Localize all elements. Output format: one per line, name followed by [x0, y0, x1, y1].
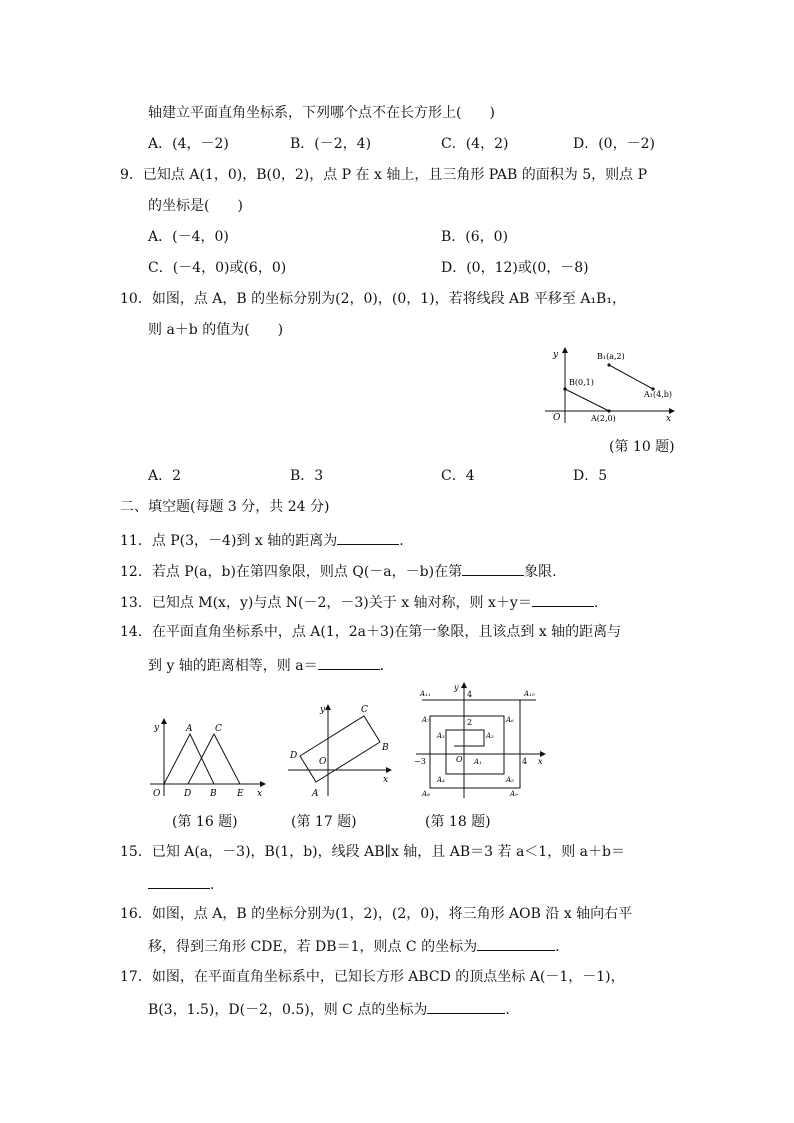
section-heading: 二、填空题(每题 3 分，共 24 分): [120, 499, 330, 515]
q17-stem-line2: [148, 999, 510, 1019]
q10-stem-line2: 则 a＋b 的值为( ): [148, 322, 284, 338]
q15-blank[interactable]: [148, 874, 210, 889]
q8-option-a: A．(4，－2): [148, 136, 229, 152]
fig18-label-a2: A₂: [486, 732, 494, 740]
fig18-tick-neg3: −3: [414, 757, 426, 766]
q12-text-post: 象限.: [524, 564, 557, 580]
fig10-y-arrow: [562, 347, 568, 353]
q8-continuation: 轴建立平面直角坐标系，下列哪个点不在长方形上( ): [148, 105, 495, 121]
q8-option-c: C．(4，2): [441, 136, 509, 152]
fig17-label-b: B: [382, 743, 389, 753]
q13-text: 13．已知点 M(x，y)与点 N(－2，－3)关于 x 轴对称，则 x＋y＝: [120, 595, 532, 611]
q15-stem-line2: [148, 874, 214, 894]
fig16-origin-label: O: [153, 789, 161, 799]
q12-blank[interactable]: [462, 561, 524, 576]
q14-blank[interactable]: [318, 655, 380, 670]
q16-blank[interactable]: [477, 936, 555, 951]
fig16-label-b: B: [210, 789, 217, 799]
q10-option-c: C．4: [441, 468, 475, 484]
fig18-x-label: x: [538, 757, 543, 766]
fig16-label-c: C: [215, 724, 222, 734]
fig18-tick-2: 2: [467, 718, 473, 727]
label-b1: B₁(a,2): [597, 352, 625, 361]
q14-stem-line1: 14．在平面直角坐标系中，点 A(1，2a＋3)在第一象限，且该点到 x 轴的距离与: [120, 624, 622, 640]
fig18-label-a1: A₁: [474, 758, 482, 766]
fig16-caption: (第 16 题): [172, 814, 238, 830]
q9-stem-line2: 的坐标是( ): [148, 198, 243, 214]
q16-stem-line2: [148, 936, 560, 956]
fig18-y-arrow: [461, 682, 467, 688]
fig10-y-label: y: [553, 350, 559, 360]
fig17-x-arrow: [386, 767, 392, 773]
q14-period: .: [379, 658, 385, 674]
q12: [120, 561, 557, 581]
fig17-y-arrow: [325, 704, 331, 710]
fig17-origin-label: O: [319, 757, 327, 767]
fig16-label-a: A: [186, 724, 193, 734]
fig17-x-label: x: [383, 775, 389, 785]
fig17-y-label: y: [320, 705, 326, 715]
q16-period: .: [555, 939, 560, 955]
q13-blank[interactable]: [532, 592, 594, 607]
q8-option-b: B．(－2，4): [290, 136, 372, 152]
segment-a1b1: [609, 365, 653, 389]
q14-text: 到 y 轴的距离相等，则 a＝: [148, 658, 318, 674]
fig10-x-label: x: [666, 414, 672, 424]
segment-ab: [565, 389, 609, 411]
fig17-caption: (第 17 题): [291, 814, 357, 830]
rectangle-abcd: [300, 716, 380, 782]
figure-10: [545, 345, 675, 425]
fig16-x-label: x: [257, 789, 263, 799]
q16-stem-line1: 16．如图，点 A，B 的坐标分别为(1，2)，(2，0)，将三角形 AOB 沿 x 轴向右平: [120, 906, 633, 922]
fig17-label-a: A: [312, 789, 319, 799]
fig18-origin-label: O: [456, 755, 463, 764]
q17-text: B(3，1.5)，D(－2，0.5)，则 C 点的坐标为: [148, 1002, 428, 1018]
q12-text-pre: 12．若点 P(a，b)在第四象限，则点 Q(－a，－b)在第: [120, 564, 463, 580]
fig10-caption: (第 10 题): [609, 439, 675, 455]
q10-option-a: A．2: [148, 468, 182, 484]
fig17-label-d: D: [290, 751, 298, 761]
fig18-label-a3: A₃: [437, 732, 445, 740]
fig18-label-a10: A₁₀: [524, 690, 535, 698]
figure-18: [412, 678, 550, 802]
q9-option-c: C．(－4，0)或(6，0): [148, 260, 287, 276]
q17-blank[interactable]: [427, 999, 505, 1014]
fig18-y-label: y: [454, 683, 459, 692]
q17-stem-line1: 17．如图，在平面直角坐标系中，已知长方形 ABCD 的顶点坐标 A(－1，－1)，: [120, 969, 625, 985]
q11-period: .: [399, 533, 404, 549]
point-b1: [607, 363, 610, 366]
q10-stem-line1: 10．如图，点 A，B 的坐标分别为(2，0)，(0，1)，若将线段 AB 平移至 A₁B₁，: [120, 291, 626, 307]
fig18-caption: (第 18 题): [425, 814, 491, 830]
fig16-y-label: y: [154, 723, 160, 733]
q17-period: .: [505, 1002, 510, 1018]
q9-stem-line1: 9．已知点 A(1，0)，B(0，2)，点 P 在 x 轴上，且三角形 PAB 的面积为 5，则点 P: [120, 167, 648, 183]
fig18-label-a7: A₇: [422, 716, 430, 724]
triangle-aob: [164, 734, 214, 784]
point-b: [563, 387, 566, 390]
fig16-label-e: E: [237, 789, 244, 799]
fig18-label-a8: A₈: [422, 790, 430, 798]
q9-option-b: B．(6，0): [441, 229, 509, 245]
fig18-label-a6: A₆: [506, 716, 514, 724]
fig10-origin-label: O: [553, 413, 561, 423]
fig16-label-d: D: [184, 789, 192, 799]
fig16-y-arrow: [161, 718, 167, 724]
q11: [120, 530, 404, 550]
q9-option-d: D．(0，12)或(0，－8): [441, 260, 589, 276]
triangle-cde: [188, 734, 240, 784]
fig18-label-a9: A₉: [510, 790, 518, 798]
q14-stem-line2: [148, 655, 384, 675]
label-a1: A₁(4,b): [644, 390, 672, 399]
label-b: B(0,1): [569, 378, 594, 387]
figure-16: [146, 716, 268, 802]
fig18-label-a4: A₄: [437, 776, 445, 784]
q13-period: .: [593, 595, 599, 611]
fig16-x-arrow: [260, 781, 266, 787]
q16-text: 移，得到三角形 CDE，若 DB＝1，则点 C 的坐标为: [148, 939, 478, 955]
figure-17: [282, 700, 394, 802]
q10-option-b: B．3: [290, 468, 324, 484]
q13: [120, 592, 598, 612]
label-a: A(2,0): [591, 414, 616, 423]
fig18-tick-4x: 4: [522, 757, 528, 766]
q9-option-a: A．(－4，0): [148, 229, 229, 245]
fig17-label-c: C: [361, 705, 368, 715]
q15-stem-line1: 15．已知 A(a，－3)，B(1，b)，线段 AB∥x 轴，且 AB＝3 若 a＜1，则 a＋b＝: [120, 844, 625, 860]
q11-text: 11．点 P(3，－4)到 x 轴的距离为: [120, 533, 338, 549]
q15-period: .: [210, 877, 215, 893]
spiral-path: [422, 700, 520, 788]
q8-option-d: D．(0，－2): [573, 136, 655, 152]
fig18-label-a5: A₅: [506, 776, 514, 784]
q11-blank[interactable]: [337, 530, 399, 545]
q10-option-d: D．5: [573, 468, 608, 484]
fig18-label-a11: A₁₁: [420, 690, 431, 698]
point-a: [607, 409, 610, 412]
fig18-tick-4: 4: [467, 690, 473, 699]
